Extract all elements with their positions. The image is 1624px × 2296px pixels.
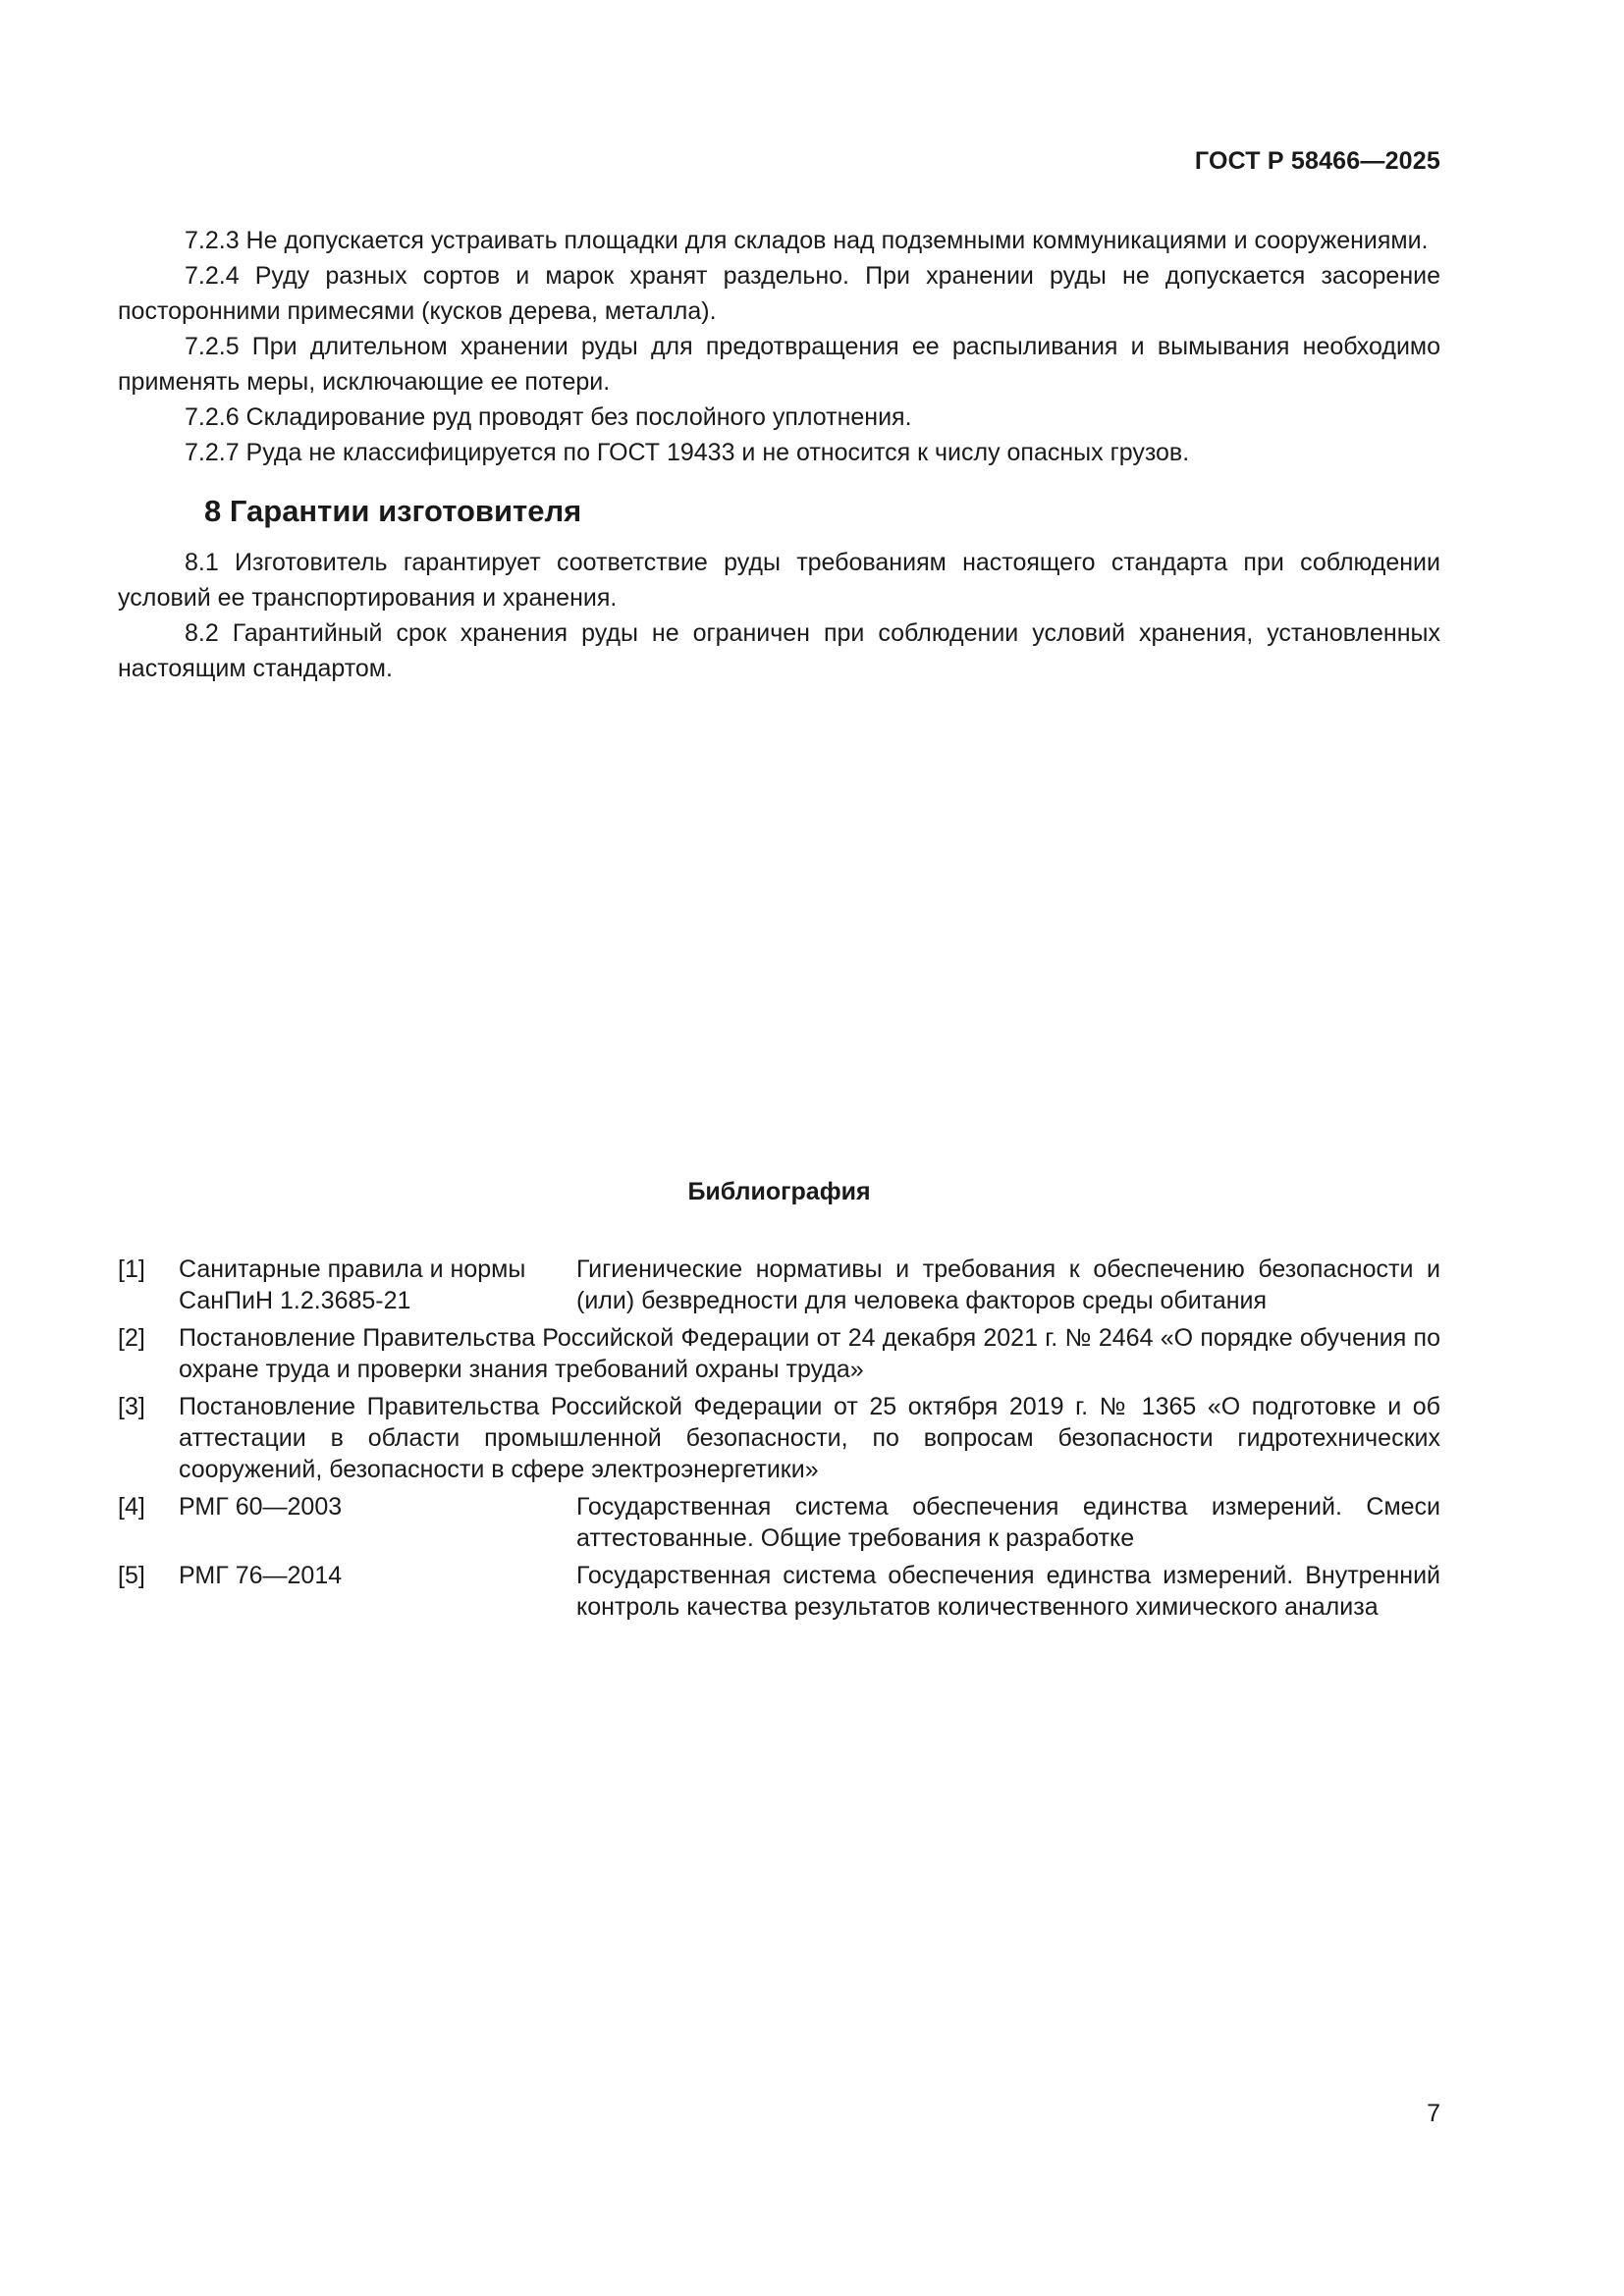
ref-document-code: Санитарные правила и нормы СанПиН 1.2.3685-21 [179,1255,526,1314]
paragraph-7-2-3: 7.2.3 Не допускается устраивать площадки для складов над подземными коммуникациями и сооружениями. [185,227,1429,254]
paragraph-8-1: 8.1 Изготовитель гарантирует соответствие руды требованиям настоящего стандарта при соблюдении условий ее транспортирования и хранения. [118,549,1440,612]
ref-description: Государственная система обеспечения единства измерений. Внутренний контроль качества результатов количественного химического анализа [576,1562,1440,1621]
section-heading-8: 8 Гарантии изготовителя [204,494,582,528]
bibliography-item [118,1322,1440,1385]
ref-number: [5] [118,1562,145,1589]
bibliography-item [118,1391,1440,1485]
bibliography-item [118,1491,1440,1554]
bibliography-title: Библиография [687,1178,871,1205]
paragraph-7-2-7: 7.2.7 Руда не классифицируется по ГОСТ 19433 и не относится к числу опасных грузов. [185,439,1190,466]
ref-full-text: Постановление Правительства Российской Федерации от 25 октября 2019 г. № 1365 «О подготовке и об аттестации в области промышленной безопасности, по вопросам безопасности гидротехнических сооружений, безопасности в сфере электроэнергетики» [179,1393,1440,1483]
ref-full-text: Постановление Правительства Российской Федерации от 24 декабря 2021 г. № 2464 «О порядке обучения по охране труда и проверки знания требований охраны труда» [179,1324,1440,1383]
document-code: ГОСТ Р 58466—2025 [1194,147,1440,175]
bibliography-item [118,1254,1440,1316]
paragraph-7-2-6: 7.2.6 Складирование руд проводят без послойного уплотнения. [185,403,912,431]
ref-number: [4] [118,1493,145,1521]
main-text [118,223,1440,686]
ref-document-code: РМГ 60—2003 [179,1493,343,1521]
paragraph-7-2-4: 7.2.4 Руду разных сортов и марок хранят раздельно. При хранении руды не допускается засорение посторонними примесями (кусков дерева, металла). [118,262,1440,325]
ref-number: [1] [118,1255,145,1283]
ref-number: [3] [118,1393,145,1420]
bibliography-list [118,1254,1440,1629]
ref-description: Гигиенические нормативы и требования к обеспечению безопасности и (или) безвредности для человека факторов среды обитания [576,1255,1440,1314]
paragraph-8-2: 8.2 Гарантийный срок хранения руды не ограничен при соблюдении условий хранения, установленных настоящим стандартом. [118,619,1440,682]
ref-document-code: РМГ 76—2014 [179,1562,343,1589]
ref-number: [2] [118,1324,145,1352]
ref-description: Государственная система обеспечения единства измерений. Смеси аттестованные. Общие требования к разработке [576,1493,1440,1552]
bibliography-item [118,1560,1440,1623]
page-number: 7 [1427,2100,1440,2127]
paragraph-7-2-5: 7.2.5 При длительном хранении руды для предотвращения ее распыливания и вымывания необходимо применять меры, исключающие ее потери. [118,333,1440,396]
